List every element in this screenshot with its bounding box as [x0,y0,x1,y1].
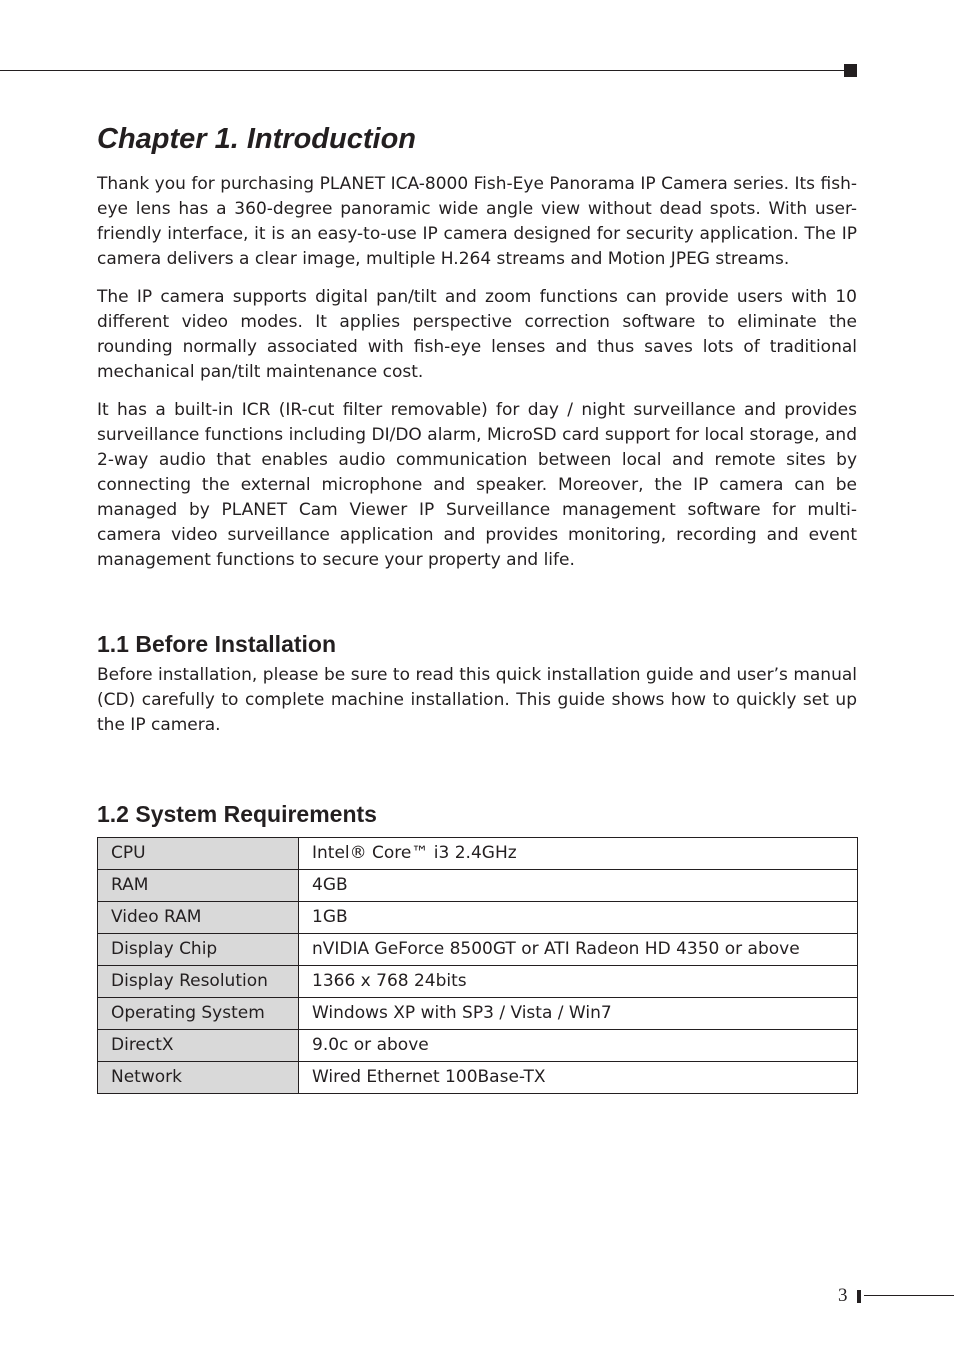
requirement-key: Display Chip [98,934,299,966]
intro-paragraph-1: Thank you for purchasing PLANET ICA-8000 Fish-Eye Panorama IP Camera series. Its fish-eye lens has a 360-degree panoramic wide angle view without dead spots. With user-friendly interface, it is an easy-to-use IP camera designed for security application. The IP camera delivers a clear image, multiple H.264 streams and Motion JPEG streams. [97,174,857,269]
requirement-key: RAM [98,870,299,902]
table-row [98,1062,858,1094]
requirement-value: Intel® Core™ i3 2.4GHz [299,838,858,870]
chapter-title: Chapter 1. Introduction [97,123,416,155]
page-number: 3 [838,1285,848,1306]
footer-rule [864,1295,954,1296]
requirement-key: Operating System [98,998,299,1030]
intro-paragraph-3: It has a built-in ICR (IR-cut filter removable) for day / night surveillance and provides surveillance functions including DI/DO alarm, MicroSD card support for local storage, and 2-way audio that enables audio communication between local and remote sites by connecting the external microphone and speaker. Moreover, the IP camera can be managed by PLANET Cam Viewer IP Surveillance management software for multi-camera video surveillance application and provides monitoring, recording and event management functions to secure your property and life. [97,400,857,570]
table-row [98,966,858,998]
requirement-value: 1366 x 768 24bits [299,966,858,998]
requirement-value: 9.0c or above [299,1030,858,1062]
table-row [98,934,858,966]
table-row [98,902,858,934]
requirement-value: nVIDIA GeForce 8500GT or ATI Radeon HD 4350 or above [299,934,858,966]
header-rule [0,70,848,71]
table-row [98,870,858,902]
header-square-marker [844,64,857,77]
page-content [97,118,857,1094]
requirement-key: Network [98,1062,299,1094]
footer-bar-marker [857,1290,861,1303]
section-heading-before-installation: 1.1 Before Installation [97,631,337,657]
requirement-value: Windows XP with SP3 / Vista / Win7 [299,998,858,1030]
intro-paragraph-2: The IP camera supports digital pan/tilt and zoom functions can provide users with 10 different video modes. It applies perspective correction software to eliminate the rounding normally associated with fish-eye lenses and thus saves lots of traditional mechanical pan/tilt maintenance cost. [97,287,857,382]
before-installation-text: Before installation, please be sure to read this quick installation guide and user’s manual (CD) carefully to complete machine installation. This guide shows how to quickly set up the IP camera. [97,665,857,735]
section-heading-system-requirements: 1.2 System Requirements [97,801,377,827]
requirement-key: Video RAM [98,902,299,934]
requirement-key: DirectX [98,1030,299,1062]
system-requirements-table [97,837,858,1094]
section-spacer [97,586,857,629]
table-row [98,1030,858,1062]
section-spacer [97,751,857,799]
requirement-value: 4GB [299,870,858,902]
requirement-value: Wired Ethernet 100Base-TX [299,1062,858,1094]
requirement-key: CPU [98,838,299,870]
requirement-key: Display Resolution [98,966,299,998]
table-row [98,998,858,1030]
requirement-value: 1GB [299,902,858,934]
table-row [98,838,858,870]
